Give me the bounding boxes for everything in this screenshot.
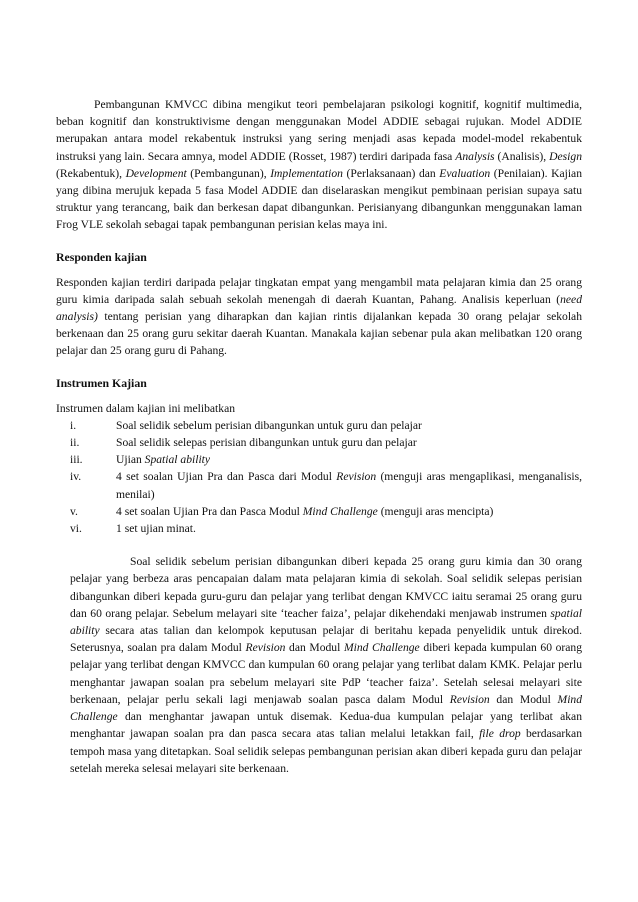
list-item <box>70 451 582 468</box>
text-run: (Rekabentuk), <box>56 166 126 180</box>
text-run: Ujian <box>116 453 145 467</box>
text-run: (Penilaian). Kajian yang dibina merujuk kepada 5 fasa Model ADDIE dan diselaraskan mengikut pembinaan perisian supaya satu struktur yang terancang, baik dan berkesan dapat dibangunkan. Perisianyang dibangunkan menggunakan laman Frog VLE sekolah sebagai tapak pembangunan perisian kelas maya ini. <box>56 166 582 232</box>
list-item <box>70 434 582 451</box>
text-run: (menguji aras mencipta) <box>377 504 494 518</box>
text-run: 4 set soalan Ujian Pra dan Pasca Modul <box>116 504 303 518</box>
emphasis-mind-challenge: Mind Challenge <box>343 641 420 655</box>
text-run: Soal selidik sebelum perisian dibangunkan diberi kepada 25 orang guru kimia dan 30 orang pelajar yang berbeza aras pencapaian dalam mata pelajaran kimia di sekolah. Soal selidik selepas perisian dibangunkan diberi kepada guru-guru dan pelajar yang terlibat dengan KMVCC iaitu seramai 25 orang guru dan 60 orang pelajar. Sebelum melayari site ‘teacher faiza’, pelajar dikehendaki menjawab instrumen <box>70 555 582 620</box>
emphasis-design: Design <box>549 149 583 163</box>
emphasis-spatial-ability: Spatial ability <box>144 453 211 467</box>
emphasis-spatial-ability: spatial ability <box>70 606 582 638</box>
text-run: berdasarkan tempoh masa yang ditetapkan. Soal selidik selepas pembangunan perisian akan diberi kepada guru dan pelajar setelah mereka selesai melayari site berkenaan. <box>70 727 582 775</box>
instrumen-list <box>56 417 582 537</box>
emphasis-evaluation: Evaluation <box>439 166 491 180</box>
paragraph-procedure <box>70 553 582 777</box>
list-item-text <box>116 468 582 502</box>
list-item-number: iv. <box>70 470 82 484</box>
text-run: (Analisis), <box>494 149 550 163</box>
text-run: Pembangunan KMVCC dibina mengikut teori pembelajaran psikologi kognitif, kognitif multimedia, beban kognitif dan konstruktivisme dengan menggunakan Model ADDIE sebagai rujukan. Model ADDIE merupakan antara model rekabentuk instruksi yang sering menjadi asas kepada model-model rekabentuk instruksi yang lain. Secara amnya, model ADDIE (Rosset, 1987) terdiri daripada fasa <box>56 98 582 163</box>
list-item-number: ii. <box>70 436 80 450</box>
emphasis-revision: Revision <box>245 641 286 655</box>
text-run: dan menghantar jawapan untuk disemak. Kedua-dua kumpulan pelajar yang terlibat akan menghantar jawapan soalan pra dan pasca secara atas talian melalui letakkan fail, <box>70 710 582 741</box>
list-item-number: iii. <box>70 453 83 467</box>
heading-responden-kajian: Responden kajian <box>56 249 147 264</box>
list-item-number: vi. <box>70 522 82 536</box>
list-item-number: v. <box>70 504 78 518</box>
paragraph-responden <box>56 274 582 360</box>
text-run: secara atas talian dan kelompok keputusan pelajar di beritahu kepada penyelidik untuk direkod. Seterusnya, soalan pra dalam Modul <box>70 624 582 655</box>
text-run: dan Modul <box>489 692 558 706</box>
list-item <box>70 468 582 502</box>
emphasis-revision: Revision <box>336 470 377 484</box>
list-item-text <box>116 451 582 468</box>
procedure-block <box>70 553 582 777</box>
emphasis-mind-challenge: Mind Challenge <box>70 692 583 724</box>
emphasis-need-analysis: need analysis) <box>56 292 582 324</box>
emphasis-mind-challenge: Mind Challenge <box>302 504 378 518</box>
paragraph-addie <box>56 96 582 234</box>
text-run: diberi kepada kumpulan 60 orang pelajar yang terlibat dengan KMVCC dan kumpulan 60 orang pelajar yang terlibat dalam KMK. Pelajar perlu menghantar jawapan soalan pra sebelum melayari site PdP ‘teacher faiza’. Setelah selesai melayari site berkenaan, pelajar perlu sekali lagi menjawab soalan pasca dalam Modul <box>70 641 583 706</box>
text-run: 4 set soalan Ujian Pra dan Pasca dari Modul <box>116 470 337 484</box>
text-run: tentang perisian yang diharapkan dan kajian rintis dijalankan kepada 30 orang pelajar sekolah berkenaan dan 25 orang guru sekitar daerah Kuantan. Manakala kajian sebenar pula akan melibatkan 120 orang pelajar dan 25 orang guru di Pahang. <box>56 310 582 358</box>
emphasis-revision: Revision <box>449 692 490 706</box>
emphasis-file-drop: file drop <box>479 727 521 741</box>
emphasis-implementation: Implementation <box>270 166 343 180</box>
text-run: (Pembangunan), <box>186 166 271 180</box>
list-item-text: Soal selidik sebelum perisian dibangunkan untuk guru dan pelajar <box>116 418 422 432</box>
heading-instrumen-kajian: Instrumen Kajian <box>56 375 147 390</box>
emphasis-analysis: Analysis <box>455 149 495 163</box>
text-run: (Perlaksanaan) dan <box>342 166 440 180</box>
text-run: dan Modul <box>285 641 344 655</box>
list-item-text: 1 set ujian minat. <box>116 522 196 536</box>
list-item <box>70 520 582 537</box>
list-item <box>70 503 582 520</box>
list-item-text <box>116 503 582 520</box>
instrumen-intro: Instrumen dalam kajian ini melibatkan <box>56 401 236 415</box>
text-run: Responden kajian terdiri daripada pelajar tingkatan empat yang mengambil mata pelajaran kimia dan 25 orang guru kimia daripada salah sebuah sekolah menengah di daerah Kuantan, Pahang. Analisis keperluan ( <box>56 275 582 306</box>
list-item-text: Soal selidik selepas perisian dibangunkan untuk guru dan pelajar <box>116 436 417 450</box>
list-item <box>70 417 582 434</box>
list-item-number: i. <box>70 418 77 432</box>
emphasis-development: Development <box>125 166 187 180</box>
text-run: (menguji aras mengaplikasi, menganalisis, menilai) <box>116 470 582 501</box>
